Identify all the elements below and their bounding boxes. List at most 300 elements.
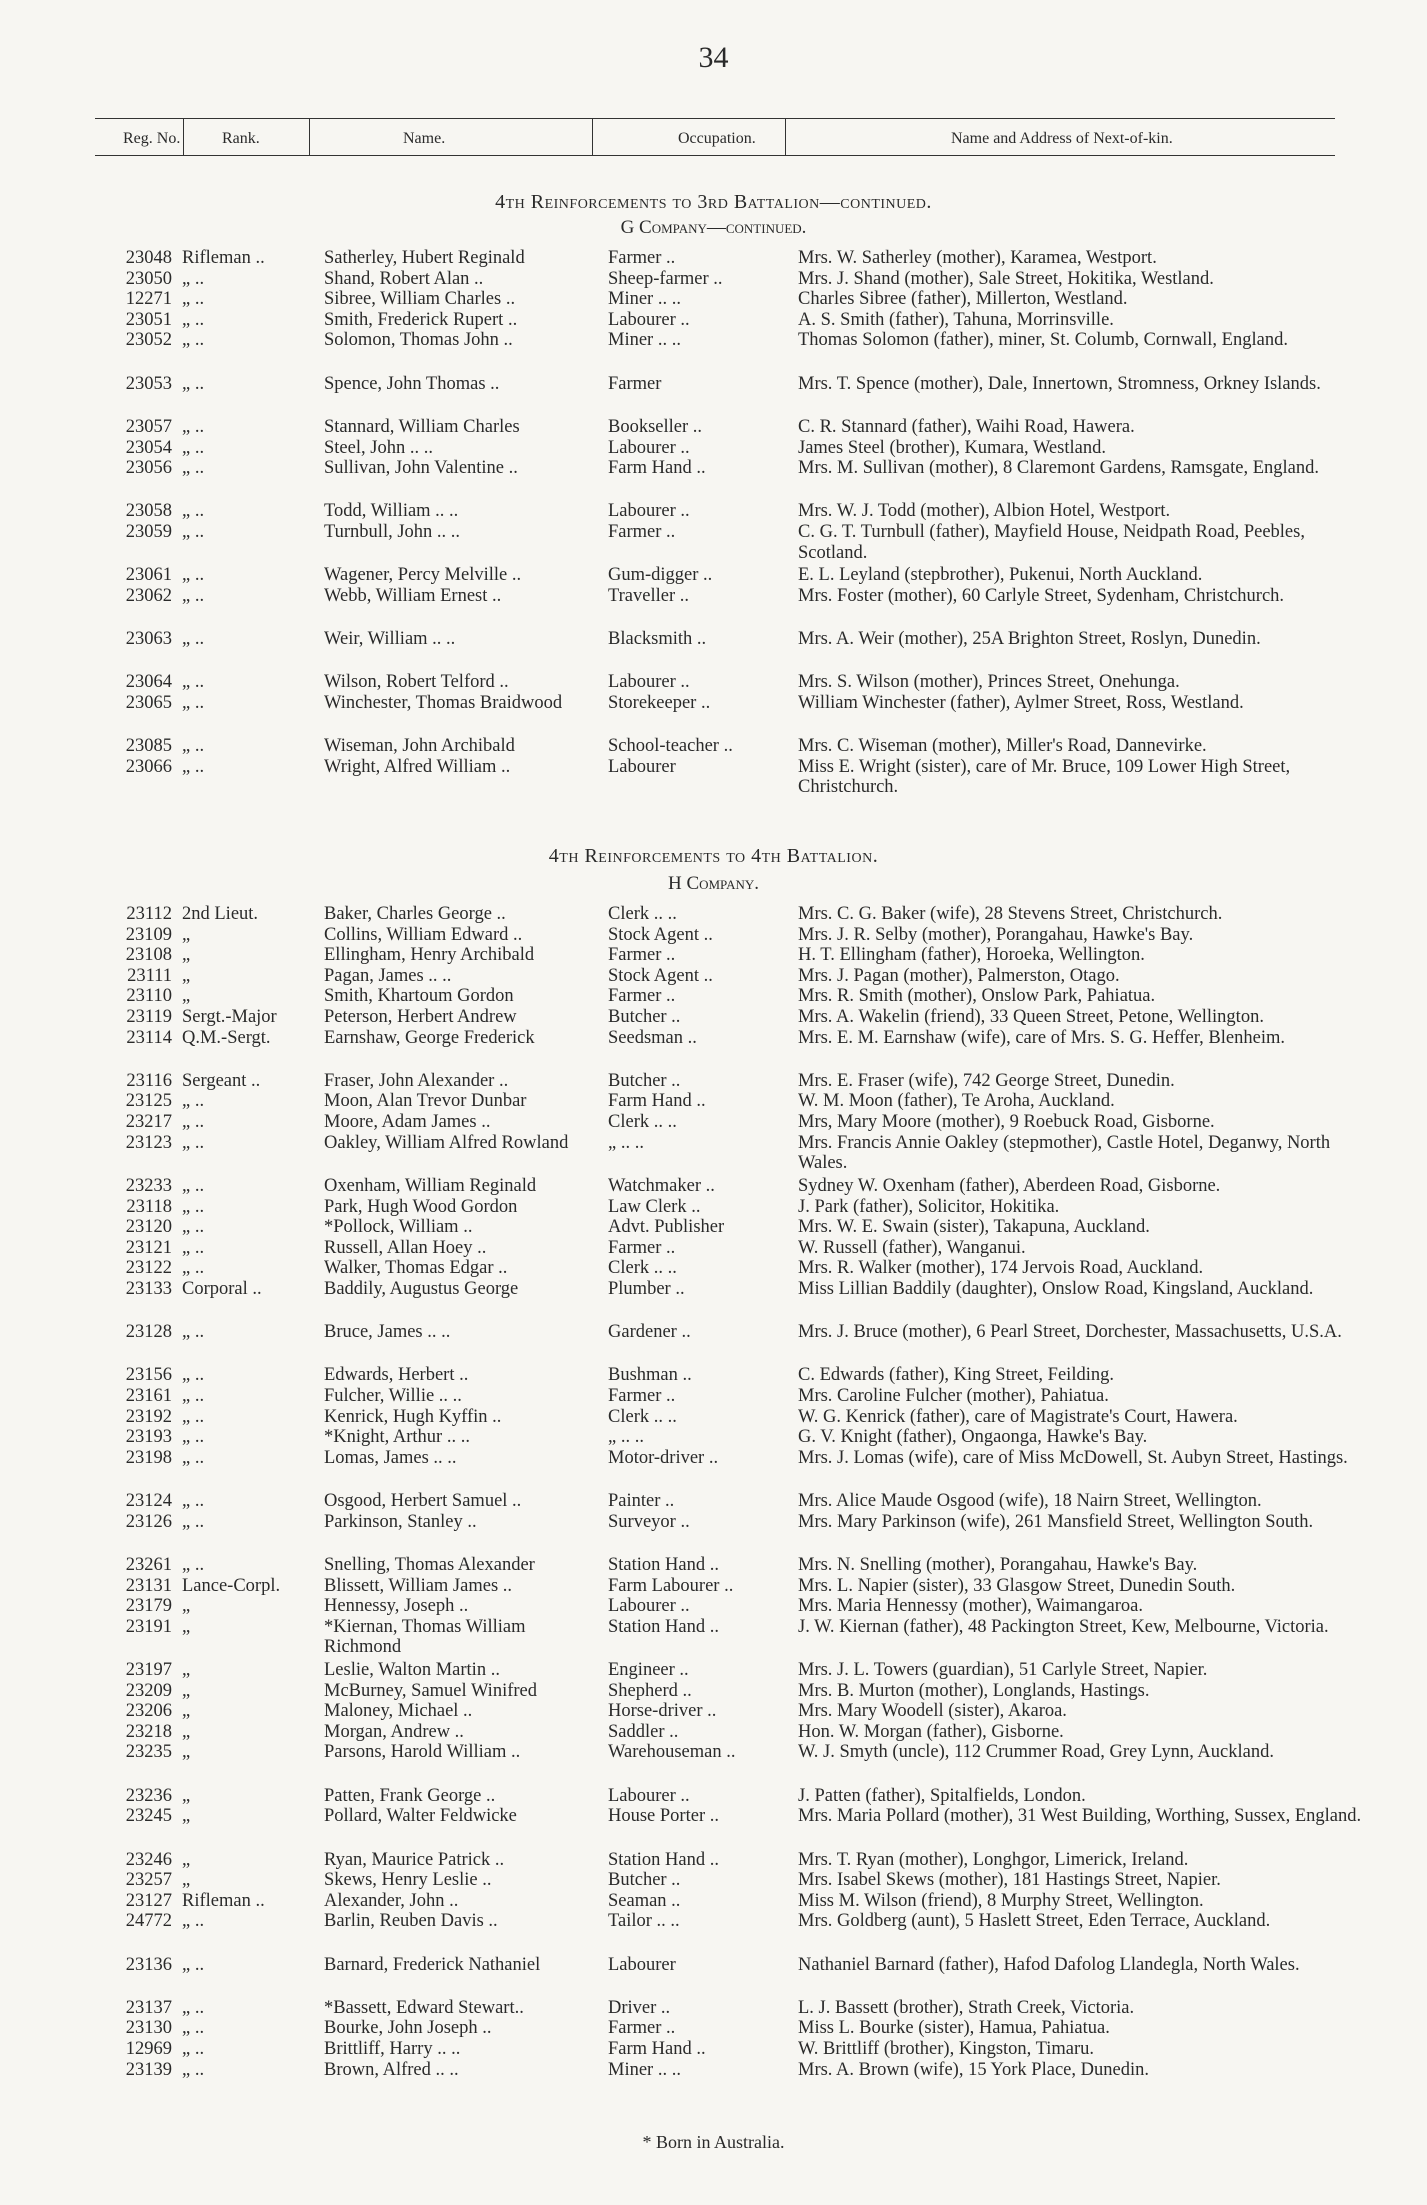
occupation-cell: Shepherd .. (608, 1680, 692, 1701)
name-cell: Patten, Frank George .. (324, 1785, 496, 1806)
rank-cell: „ (182, 1742, 191, 1763)
reg-no-cell: 23161 (125, 1386, 172, 1407)
next-of-kin-cell: Mrs. R. Walker (mother), 174 Jervois Road, Auckland. (798, 1258, 1204, 1279)
rank-cell: „ .. (182, 565, 205, 586)
next-of-kin-cell: Miss L. Bourke (sister), Hamua, Pahiatua. (798, 2018, 1110, 2039)
name-cell: Sibree, William Charles .. (324, 289, 516, 310)
rank-cell: „ .. (182, 1954, 205, 1975)
rank-cell: „ .. (182, 330, 205, 351)
next-of-kin-cell: C. G. T. Turnbull (father), Mayfield House, Neidpath Road, Peebles, Scotland. (798, 521, 1305, 563)
name-cell: Park, Hugh Wood Gordon (324, 1196, 518, 1217)
next-of-kin-cell: A. S. Smith (father), Tahuna, Morrinsville. (798, 309, 1114, 330)
next-of-kin-cell: Mrs. Foster (mother), 60 Carlyle Street, Sydenham, Christchurch. (798, 585, 1285, 606)
name-cell: Baddily, Augustus George (324, 1278, 519, 1299)
rank-cell: „ .. (182, 585, 205, 606)
page-number: 34 (698, 41, 729, 74)
name-cell: Bruce, James .. .. (324, 1322, 451, 1343)
next-of-kin-cell: Thomas Solomon (father), miner, St. Columb, Cornwall, England. (798, 330, 1288, 351)
name-cell: Collins, William Edward .. (324, 924, 523, 945)
rank-cell: „ .. (182, 1511, 205, 1532)
rank-cell: „ .. (182, 458, 205, 479)
next-of-kin-cell: W. Brittliff (brother), Kingston, Timaru. (798, 2039, 1094, 2060)
reg-no-cell: 23156 (125, 1365, 172, 1386)
next-of-kin-cell: Mrs. W. J. Todd (mother), Albion Hotel, Westport. (798, 501, 1171, 522)
reg-no-cell: 23053 (125, 373, 172, 394)
occupation-cell: Stock Agent .. (608, 924, 713, 945)
reg-no-cell: 12271 (125, 289, 172, 310)
next-of-kin-cell: Mrs. J. Pagan (mother), Palmerston, Otago. (798, 965, 1120, 986)
next-of-kin-cell: Mrs. J. Lomas (wife), care of Miss McDowell, St. Aubyn Street, Hastings. (798, 1447, 1348, 1468)
next-of-kin-cell: Mrs. Caroline Fulcher (mother), Pahiatua. (798, 1386, 1109, 1407)
rank-cell: „ .. (182, 289, 205, 310)
rank-cell: „ .. (182, 416, 205, 437)
occupation-cell: Tailor .. .. (608, 1911, 680, 1932)
name-cell: Peterson, Herbert Andrew (324, 1007, 517, 1027)
next-of-kin-cell: Mrs, Mary Moore (mother), 9 Roebuck Road, Gisborne. (798, 1112, 1215, 1133)
rank-cell: „ (182, 924, 191, 945)
reg-no-cell: 23125 (125, 1091, 172, 1112)
next-of-kin-cell: Mrs. J. Bruce (mother), 6 Pearl Street, Dorchester, Massachusetts, U.S.A. (798, 1322, 1342, 1343)
reg-no-cell: 23059 (125, 521, 172, 542)
rank-cell: „ (182, 986, 191, 1007)
rank-cell: „ .. (182, 1554, 205, 1575)
reg-no-cell: 23131 (125, 1575, 172, 1596)
name-cell: *Kiernan, Thomas William Richmond (324, 1616, 526, 1658)
name-cell: Oxenham, William Reginald (324, 1175, 537, 1196)
next-of-kin-cell: H. T. Ellingham (father), Horoeka, Wellington. (798, 945, 1145, 966)
name-cell: *Bassett, Edward Stewart.. (324, 1997, 524, 2018)
name-cell: Barlin, Reuben Davis .. (324, 1911, 498, 1932)
occupation-cell: Surveyor .. (608, 1511, 690, 1532)
next-of-kin-cell: Mrs. A. Weir (mother), 25A Brighton Street, Roslyn, Dunedin. (798, 629, 1261, 650)
reg-no-cell: 23118 (126, 1196, 172, 1217)
rank-cell: „ .. (182, 1386, 205, 1407)
reg-no-cell: 23122 (125, 1258, 172, 1279)
name-cell: Morgan, Andrew .. (324, 1721, 464, 1742)
occupation-cell: Farmer .. (608, 521, 676, 542)
rank-cell: „ .. (182, 1322, 205, 1343)
rank-cell: „ (182, 945, 191, 966)
occupation-cell: Motor-driver .. (608, 1447, 719, 1468)
name-cell: Oakley, William Alfred Rowland (324, 1132, 569, 1153)
section-title-4th-battalion: 4th Reinforcements to 4th Battalion. (548, 845, 879, 867)
rank-cell: „ (182, 1660, 191, 1681)
rank-cell: „ (182, 1721, 191, 1742)
reg-no-cell: 23191 (125, 1616, 172, 1637)
reg-no-cell: 23246 (125, 1849, 172, 1870)
name-cell: Russell, Allan Hoey .. (324, 1237, 487, 1258)
reg-no-cell: 23198 (125, 1447, 172, 1468)
occupation-cell: Sheep-farmer .. (608, 268, 723, 289)
occupation-cell: Bookseller .. (608, 416, 703, 437)
rank-cell: „ .. (182, 1491, 205, 1512)
reg-no-cell: 23217 (125, 1112, 172, 1133)
reg-no-cell: 23066 (125, 756, 172, 777)
name-cell: Baker, Charles George .. (324, 904, 506, 924)
rank-cell: „ .. (182, 1447, 205, 1468)
reg-no-cell: 23061 (125, 565, 172, 586)
rank-cell: Lance-Corpl. (182, 1575, 281, 1596)
name-cell: Solomon, Thomas John .. (324, 330, 513, 351)
name-cell: Osgood, Herbert Samuel .. (324, 1491, 522, 1512)
next-of-kin-cell: C. Edwards (father), King Street, Feilding. (798, 1365, 1114, 1386)
reg-no-cell: 23127 (125, 1890, 172, 1911)
reg-no-cell: 23130 (125, 2018, 172, 2039)
reg-no-cell: 23064 (125, 672, 172, 693)
name-cell: Webb, William Ernest .. (324, 585, 502, 606)
occupation-cell: Labourer .. (608, 309, 690, 330)
occupation-cell: Farmer .. (608, 1237, 676, 1258)
rank-cell: „ .. (182, 736, 205, 757)
next-of-kin-cell: G. V. Knight (father), Ongaonga, Hawke's Bay. (798, 1427, 1148, 1448)
next-of-kin-cell: Sydney W. Oxenham (father), Aberdeen Road, Gisborne. (798, 1175, 1221, 1196)
occupation-cell: Labourer .. (608, 672, 690, 693)
column-header (95, 118, 1335, 156)
name-cell: Blissett, William James .. (324, 1575, 513, 1596)
reg-no-cell: 23051 (125, 309, 172, 330)
reg-no-header: Reg. No. (123, 130, 181, 147)
name-cell: Earnshaw, George Frederick (324, 1027, 535, 1048)
reg-no-cell: 23193 (125, 1427, 172, 1448)
next-of-kin-cell: Miss M. Wilson (friend), 8 Murphy Street, Wellington. (798, 1890, 1204, 1911)
name-cell: Parkinson, Stanley .. (324, 1511, 477, 1532)
next-of-kin-cell: Mrs. J. R. Selby (mother), Porangahau, Hawke's Bay. (798, 924, 1194, 945)
rank-cell: „ .. (182, 2039, 205, 2060)
rank-cell: „ .. (182, 1258, 205, 1279)
rank-cell: „ .. (182, 1112, 205, 1133)
reg-no-cell: 23235 (125, 1742, 172, 1763)
reg-no-cell: 12969 (125, 2039, 172, 2060)
rank-cell: Sergeant .. (182, 1070, 261, 1091)
next-of-kin-cell: Mrs. T. Spence (mother), Dale, Innertown, Stromness, Orkney Islands. (798, 373, 1321, 394)
name-cell: *Pollock, William .. (324, 1217, 473, 1238)
name-cell: Wright, Alfred William .. (324, 756, 511, 777)
reg-no-cell: 23236 (125, 1785, 172, 1806)
rank-cell: „ .. (182, 1406, 205, 1427)
name-cell: Moore, Adam James .. (324, 1112, 491, 1133)
reg-no-cell: 23058 (125, 501, 172, 522)
occupation-cell: Labourer .. (608, 1596, 690, 1617)
rank-cell: „ .. (182, 1175, 205, 1196)
occupation-cell: Station Hand .. (608, 1849, 719, 1870)
next-of-kin-cell: W. J. Smyth (uncle), 112 Crummer Road, Grey Lynn, Auckland. (798, 1742, 1274, 1763)
next-of-kin-cell: Mrs. R. Smith (mother), Onslow Park, Pahiatua. (798, 986, 1156, 1007)
name-cell: Wiseman, John Archibald (324, 736, 515, 757)
occupation-cell: Watchmaker .. (608, 1175, 715, 1196)
company-title-h: H Company. (667, 873, 760, 894)
next-of-kin-cell: William Winchester (father), Aylmer Street, Ross, Westland. (798, 692, 1244, 713)
reg-no-cell: 23057 (125, 416, 172, 437)
reg-no-cell: 23245 (125, 1806, 172, 1827)
occupation-cell: Labourer .. (608, 437, 690, 458)
next-of-kin-cell: Mrs. M. Sullivan (mother), 8 Claremont Gardens, Ramsgate, England. (798, 458, 1319, 479)
name-cell: Parsons, Harold William .. (324, 1742, 521, 1763)
reg-no-cell: 23136 (125, 1954, 172, 1975)
occupation-cell: Gardener .. (608, 1322, 691, 1343)
name-cell: Stannard, William Charles (324, 416, 520, 437)
next-of-kin-cell: Mrs. Mary Woodell (sister), Akaroa. (798, 1701, 1067, 1722)
reg-no-cell: 23109 (125, 924, 172, 945)
next-of-kin-cell: Mrs. B. Murton (mother), Longlands, Hastings. (798, 1680, 1150, 1701)
next-of-kin-cell: Charles Sibree (father), Millerton, Westland. (798, 289, 1128, 310)
occupation-cell: Farmer .. (608, 2018, 676, 2039)
rank-cell: „ .. (182, 1365, 205, 1386)
rank-cell: „ .. (182, 268, 205, 289)
occupation-cell: Farm Hand .. (608, 1091, 706, 1112)
rank-cell: „ .. (182, 1091, 205, 1112)
name-cell: Shand, Robert Alan .. (324, 268, 484, 289)
name-cell: Ellingham, Henry Archibald (324, 945, 535, 966)
name-cell: Edwards, Herbert .. (324, 1365, 469, 1386)
reg-no-cell: 23119 (126, 1007, 172, 1027)
name-cell: Smith, Frederick Rupert .. (324, 309, 518, 330)
occupation-cell: Station Hand .. (608, 1616, 719, 1637)
next-of-kin-cell: Mrs. N. Snelling (mother), Porangahau, Hawke's Bay. (798, 1554, 1198, 1575)
name-cell: Fraser, John Alexander .. (324, 1070, 509, 1091)
next-of-kin-cell: Mrs. Maria Pollard (mother), 31 West Building, Worthing, Sussex, England. (798, 1806, 1362, 1827)
occupation-cell: Engineer .. (608, 1660, 689, 1681)
occupation-cell: Clerk .. .. (608, 1258, 677, 1279)
occupation-cell: Butcher .. (608, 1007, 681, 1027)
reg-no-cell: 23052 (125, 330, 172, 351)
occupation-cell: Farm Labourer .. (608, 1575, 734, 1596)
reg-no-cell: 23209 (125, 1680, 172, 1701)
next-of-kin-cell: C. R. Stannard (father), Waihi Road, Hawera. (798, 416, 1135, 437)
reg-no-cell: 23065 (125, 692, 172, 713)
next-of-kin-cell: Mrs. J. L. Towers (guardian), 51 Carlyle Street, Napier. (798, 1660, 1208, 1681)
occupation-cell: Painter .. (608, 1491, 675, 1512)
occupation-cell: „ .. .. (608, 1427, 644, 1448)
name-cell: *Knight, Arthur .. .. (324, 1427, 470, 1448)
next-of-kin-cell: James Steel (brother), Kumara, Westland. (798, 437, 1106, 458)
rank-cell: „ .. (182, 521, 205, 542)
rank-cell: 2nd Lieut. (182, 904, 259, 924)
reg-no-cell: 23063 (125, 629, 172, 650)
next-of-kin-cell: W. Russell (father), Wanganui. (798, 1237, 1026, 1258)
occupation-cell: Clerk .. .. (608, 1112, 677, 1133)
rank-cell: Corporal .. (182, 1278, 262, 1299)
occupation-cell: Gum-digger .. (608, 565, 713, 586)
next-of-kin-cell: Mrs. L. Napier (sister), 33 Glasgow Street, Dunedin South. (798, 1575, 1236, 1596)
name-cell: Wagener, Percy Melville .. (324, 565, 522, 586)
next-of-kin-header: Name and Address of Next-of-kin. (951, 130, 1173, 147)
name-cell: Wilson, Robert Telford .. (324, 672, 509, 693)
reg-no-cell: 23133 (125, 1278, 172, 1299)
occupation-cell: Farmer .. (608, 986, 676, 1007)
next-of-kin-cell: Miss Lillian Baddily (daughter), Onslow Road, Kingsland, Auckland. (798, 1278, 1314, 1299)
reg-no-cell: 23192 (125, 1406, 172, 1427)
name-cell: Smith, Khartoum Gordon (324, 986, 514, 1007)
occupation-cell: „ .. .. (608, 1132, 644, 1153)
occupation-header: Occupation. (678, 130, 756, 147)
occupation-cell: Seaman .. (608, 1890, 681, 1911)
occupation-cell: Plumber .. (608, 1278, 685, 1299)
next-of-kin-cell: Mrs. S. Wilson (mother), Princes Street, Onehunga. (798, 672, 1180, 693)
name-cell: Winchester, Thomas Braidwood (324, 692, 563, 713)
reg-no-cell: 23128 (125, 1322, 172, 1343)
name-cell: Walker, Thomas Edgar .. (324, 1258, 508, 1279)
rank-cell: „ .. (182, 1237, 205, 1258)
name-cell: Sullivan, John Valentine .. (324, 458, 518, 479)
name-cell: Brittliff, Harry .. .. (324, 2039, 461, 2060)
reg-no-cell: 23179 (125, 1596, 172, 1617)
occupation-cell: Labourer .. (608, 1785, 690, 1806)
occupation-cell: Farmer .. (608, 248, 676, 268)
next-of-kin-cell: Mrs. Isabel Skews (mother), 181 Hastings Street, Napier. (798, 1870, 1221, 1891)
occupation-cell: Bushman .. (608, 1365, 692, 1386)
next-of-kin-cell: Hon. W. Morgan (father), Gisborne. (798, 1721, 1064, 1742)
reg-no-cell: 23120 (125, 1217, 172, 1238)
rank-cell: „ .. (182, 1132, 205, 1153)
rank-cell: Sergt.-Major (182, 1007, 277, 1027)
name-cell: Satherley, Hubert Reginald (324, 248, 525, 268)
reg-no-cell: 23218 (125, 1721, 172, 1742)
name-cell: Pollard, Walter Feldwicke (324, 1806, 517, 1827)
occupation-cell: Miner .. .. (608, 2059, 681, 2080)
name-cell: Steel, John .. .. (324, 437, 433, 458)
next-of-kin-cell: Mrs. E. Fraser (wife), 742 George Street, Dunedin. (798, 1070, 1175, 1091)
occupation-cell: Seedsman .. (608, 1027, 697, 1048)
rank-cell: „ .. (182, 692, 205, 713)
rank-cell: „ .. (182, 1427, 205, 1448)
reg-no-cell: 23206 (125, 1701, 172, 1722)
name-cell: Leslie, Walton Martin .. (324, 1660, 500, 1681)
reg-no-cell: 23112 (126, 904, 172, 924)
reg-no-cell: 23048 (125, 248, 172, 268)
rank-cell: „ .. (182, 373, 205, 394)
name-cell: Weir, William .. .. (324, 629, 456, 650)
rank-cell: „ .. (182, 1911, 205, 1932)
next-of-kin-cell: Mrs. A. Brown (wife), 15 York Place, Dunedin. (798, 2059, 1149, 2080)
next-of-kin-cell: Mrs. Mary Parkinson (wife), 261 Mansfield Street, Wellington South. (798, 1511, 1314, 1532)
occupation-cell: Clerk .. .. (608, 904, 677, 924)
name-cell: Alexander, John .. (324, 1890, 459, 1911)
reg-no-cell: 23137 (125, 1997, 172, 2018)
occupation-cell: Saddler .. (608, 1721, 679, 1742)
rank-cell: „ (182, 1616, 191, 1637)
next-of-kin-cell: J. W. Kiernan (father), 48 Packington Street, Kew, Melbourne, Victoria. (798, 1616, 1329, 1637)
rank-cell: „ .. (182, 2018, 205, 2039)
occupation-cell: Station Hand .. (608, 1554, 719, 1575)
rank-cell: „ (182, 1785, 191, 1806)
occupation-cell: Labourer (608, 756, 676, 777)
rank-cell: Rifleman .. (182, 248, 265, 268)
reg-no-cell: 23108 (125, 945, 172, 966)
reg-no-cell: 23111 (127, 965, 172, 986)
next-of-kin-cell: Mrs. C. G. Baker (wife), 28 Stevens Street, Christchurch. (798, 904, 1223, 924)
reg-no-cell: 23085 (125, 736, 172, 757)
reg-no-cell: 23056 (125, 458, 172, 479)
rank-header: Rank. (222, 130, 260, 147)
occupation-cell: Farmer .. (608, 945, 676, 966)
next-of-kin-cell: Mrs. J. Shand (mother), Sale Street, Hokitika, Westland. (798, 268, 1214, 289)
name-cell: Todd, William .. .. (324, 501, 459, 522)
reg-no-cell: 23257 (125, 1870, 172, 1891)
rank-cell: „ .. (182, 1196, 205, 1217)
next-of-kin-cell: Mrs. W. E. Swain (sister), Takapuna, Auckland. (798, 1217, 1150, 1238)
occupation-cell: Law Clerk .. (608, 1196, 701, 1217)
reg-no-cell: 23121 (125, 1237, 172, 1258)
rank-cell: „ (182, 1596, 191, 1617)
occupation-cell: Clerk .. .. (608, 1406, 677, 1427)
reg-no-cell: 23126 (125, 1511, 172, 1532)
occupation-cell: Farm Hand .. (608, 2039, 706, 2060)
reg-no-cell: 23116 (126, 1070, 172, 1091)
next-of-kin-cell: J. Park (father), Solicitor, Hokitika. (798, 1196, 1060, 1217)
name-cell: Barnard, Frederick Nathaniel (324, 1954, 541, 1975)
occupation-cell: Farm Hand .. (608, 458, 706, 479)
occupation-cell: Miner .. .. (608, 330, 681, 351)
occupation-cell: Warehouseman .. (608, 1742, 736, 1763)
occupation-cell: Butcher .. (608, 1070, 681, 1091)
name-cell: Hennessy, Joseph .. (324, 1596, 469, 1617)
occupation-cell: Farmer (608, 373, 662, 394)
next-of-kin-cell: Mrs. Alice Maude Osgood (wife), 18 Nairn Street, Wellington. (798, 1491, 1262, 1512)
reg-no-cell: 23114 (126, 1027, 172, 1048)
next-of-kin-cell: Mrs. Maria Hennessy (mother), Waimangaroa. (798, 1596, 1143, 1617)
next-of-kin-cell: Mrs. A. Wakelin (friend), 33 Queen Street, Petone, Wellington. (798, 1007, 1264, 1027)
reg-no-cell: 23197 (125, 1660, 172, 1681)
next-of-kin-cell: Nathaniel Barnard (father), Hafod Dafolog Llandegla, North Wales. (798, 1954, 1300, 1975)
next-of-kin-cell: Mrs. W. Satherley (mother), Karamea, Westport. (798, 248, 1157, 268)
name-cell: Spence, John Thomas .. (324, 373, 500, 394)
name-cell: Maloney, Michael .. (324, 1701, 473, 1722)
next-of-kin-cell: Mrs. T. Ryan (mother), Longhgor, Limerick, Ireland. (798, 1849, 1189, 1870)
company-title-g: G Company—continued. (620, 217, 807, 238)
occupation-cell: Stock Agent .. (608, 965, 713, 986)
rank-cell: „ (182, 1701, 191, 1722)
reg-no-cell: 23062 (125, 585, 172, 606)
reg-no-cell: 23261 (125, 1554, 172, 1575)
rank-cell: „ .. (182, 309, 205, 330)
name-cell: Lomas, James .. .. (324, 1447, 457, 1468)
name-header: Name. (403, 130, 446, 147)
next-of-kin-cell: L. J. Bassett (brother), Strath Creek, Victoria. (798, 1997, 1135, 2018)
occupation-cell: Storekeeper .. (608, 692, 711, 713)
name-cell: McBurney, Samuel Winifred (324, 1680, 537, 1701)
reg-no-cell: 23124 (125, 1491, 172, 1512)
reg-no-cell: 23233 (125, 1175, 172, 1196)
occupation-cell: Horse-driver .. (608, 1701, 717, 1722)
rank-cell: „ .. (182, 437, 205, 458)
occupation-cell: Traveller .. (608, 585, 690, 606)
rank-cell: „ (182, 965, 191, 986)
next-of-kin-cell: E. L. Leyland (stepbrother), Pukenui, North Auckland. (798, 565, 1203, 586)
next-of-kin-cell: J. Patten (father), Spitalfields, London. (798, 1785, 1086, 1806)
name-cell: Pagan, James .. .. (324, 965, 452, 986)
rank-cell: „ (182, 1680, 191, 1701)
occupation-cell: School-teacher .. (608, 736, 733, 757)
rank-cell: „ .. (182, 756, 205, 777)
rank-cell: „ (182, 1870, 191, 1891)
rank-cell: „ (182, 1806, 191, 1827)
rank-cell: Q.M.-Sergt. (182, 1027, 271, 1048)
rank-cell: „ .. (182, 672, 205, 693)
rank-cell: „ .. (182, 1217, 205, 1238)
name-cell: Moon, Alan Trevor Dunbar (324, 1091, 527, 1112)
occupation-cell: Labourer .. (608, 501, 690, 522)
reg-no-cell: 23054 (125, 437, 172, 458)
name-cell: Snelling, Thomas Alexander (324, 1554, 535, 1575)
section-title-3rd-battalion: 4th Reinforcements to 3rd Battalion—continued. (495, 191, 932, 213)
next-of-kin-cell: W. M. Moon (father), Te Aroha, Auckland. (798, 1091, 1115, 1112)
rank-cell: „ .. (182, 2059, 205, 2080)
name-cell: Bourke, John Joseph .. (324, 2018, 492, 2039)
next-of-kin-cell: Mrs. Goldberg (aunt), 5 Haslett Street, Eden Terrace, Auckland. (798, 1911, 1271, 1932)
name-cell: Fulcher, Willie .. .. (324, 1386, 462, 1407)
rank-cell: „ .. (182, 629, 205, 650)
occupation-cell: Butcher .. (608, 1870, 681, 1891)
